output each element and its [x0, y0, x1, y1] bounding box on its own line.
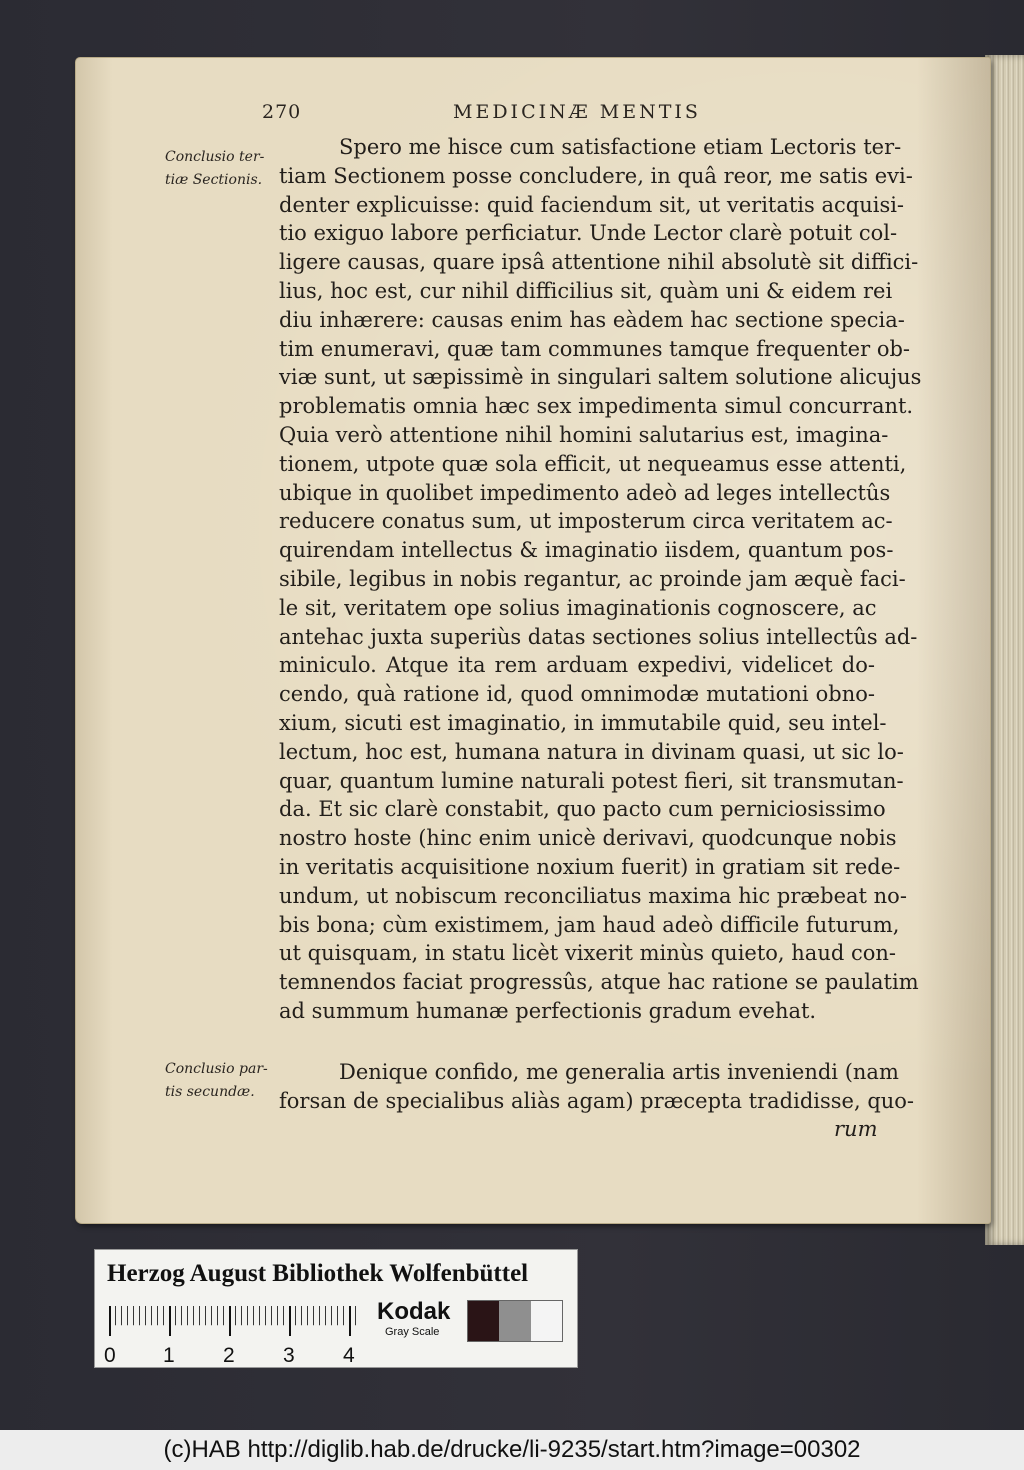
color-calibration-card: [94, 1249, 578, 1368]
ruler-major-tick: [109, 1306, 111, 1336]
text-line: temnendos faciat progressûs, atque hac ratione se paulatim: [279, 970, 919, 995]
kodak-subtitle: Gray Scale: [385, 1326, 440, 1338]
text-line: antehac juxta superiùs datas sectiones solius intellectûs ad-: [279, 624, 918, 649]
text-line: nostro hoste (hinc enim unicè derivavi, quodcunque nobis: [279, 826, 897, 851]
text-line: forsan de specialibus aliàs agam) præcepta tradidisse, quo-: [279, 1088, 915, 1113]
text-line: Quia verò attentione nihil homini salutarius est, imagina-: [279, 422, 889, 447]
footer-credit: (c)HAB http://diglib.hab.de/drucke/li-9235/start.htm?image=00302: [163, 1436, 861, 1463]
paragraph-2: [279, 1058, 915, 1116]
text-line: lectum, hoc est, humana natura in divinam quasi, ut sic lo-: [279, 739, 904, 764]
library-name: Herzog August Bibliothek Wolfenbüttel: [107, 1260, 529, 1287]
ruler-number: 2: [223, 1344, 235, 1367]
text-line: ad summum humanæ perfectionis gradum evehat.: [279, 998, 817, 1023]
text-line: problematis omnia hæc sex impedimenta simul concurrant.: [279, 394, 914, 419]
page-edges: [985, 55, 1024, 1245]
gray-swatch: [468, 1301, 499, 1341]
text-line: quar, quantum lumine naturali potest fieri, sit transmutan-: [279, 768, 904, 793]
text-line: diu inhærere: causas enim has eàdem hac sectione specia-: [279, 307, 905, 332]
ruler-number: 3: [283, 1344, 295, 1367]
gray-scale-swatches: [467, 1300, 563, 1342]
text-line: viæ sunt, ut sæpissimè in singulari saltem solutione alicujus: [279, 365, 922, 390]
ruler-number: 0: [104, 1344, 116, 1367]
paragraph-1: [279, 133, 922, 1026]
text-line: tim enumeravi, quæ tam communes tamque frequenter ob-: [279, 336, 911, 361]
text-line: ubique in quolibet impedimento adeò ad leges intellectûs: [279, 480, 891, 505]
ruler-major-tick: [169, 1306, 171, 1336]
text-line: xium, sicuti est imaginatio, in immutabile quid, seu intel-: [279, 710, 887, 735]
text-line: ut quisquam, in statu licèt vixerit minùs quieto, haud con-: [279, 941, 896, 966]
text-line: undum, ut nobiscum reconciliatus maxima hic præbeat no-: [279, 883, 907, 908]
footer-bar: [0, 1430, 1024, 1470]
gray-swatch: [499, 1301, 530, 1341]
text-line: quirendam intellectus & imaginatio iisdem, quantum pos-: [279, 538, 894, 563]
text-line: cendo, quà ratione id, quod omnimodæ mutationi obno-: [279, 682, 875, 707]
ruler: [104, 1306, 359, 1367]
text-line: reducere conatus sum, ut imposterum circa veritatem ac-: [279, 509, 893, 534]
text-line: denter explicuisse: quid faciendum sit, ut veritatis acquisi-: [279, 192, 905, 217]
text-line: Spero me hisce cum satisfactione etiam Lectoris ter-: [339, 135, 902, 159]
running-head-title: MEDICINÆ MENTIS: [453, 101, 701, 123]
ruler-major-tick: [289, 1306, 291, 1336]
text-line: tio exiguo labore perficiatur. Unde Lector clarè potuit col-: [279, 221, 898, 246]
running-head: [262, 101, 722, 131]
ruler-number: 4: [343, 1344, 355, 1367]
text-line: da. Et sic clarè constabit, quo pacto cum perniciosissimo: [279, 797, 886, 822]
text-line: ligere causas, quare ipsâ attentione nihil absolutè sit diffici-: [279, 250, 919, 275]
ruler-ticks: [109, 1306, 359, 1338]
marginal-note: Conclusio ter- tiæ Sectionis.: [165, 149, 265, 188]
kodak-brand: Kodak: [377, 1298, 451, 1325]
text-line: sibile, legibus in nobis regantur, ac proinde jam æquè faci-: [279, 566, 906, 591]
text-line: tiam Sectionem posse concludere, in quâ reor, me satis evi-: [279, 163, 913, 188]
marginal-note: Conclusio par- tis secundæ.: [165, 1061, 268, 1100]
text-line: lius, hoc est, cur nihil difficilius sit, quàm uni & eidem rei: [279, 278, 893, 303]
ruler-major-tick: [349, 1306, 351, 1336]
ruler-major-tick: [229, 1306, 231, 1336]
ruler-number: 1: [163, 1344, 175, 1367]
catchword: rum: [834, 1117, 878, 1141]
text-line: le sit, veritatem ope solius imaginationis cognoscere, ac: [279, 595, 877, 620]
text-line: Denique confido, me generalia artis inveniendi (nam: [339, 1060, 899, 1084]
text-line: in veritatis acquisitione noxium fuerit) in gratiam sit rede-: [279, 854, 901, 879]
text-line: miniculo. Atque ita rem arduam expedivi, videlicet do-: [279, 653, 875, 678]
text-line: tionem, utpote quæ sola efficit, ut nequeamus esse attenti,: [279, 451, 907, 476]
page-number: 270: [262, 101, 302, 123]
kodak-label: [377, 1298, 450, 1338]
text-line: bis bona; cùm existimem, jam haud adeò difficile futurum,: [279, 912, 900, 937]
gray-swatch: [531, 1301, 562, 1341]
